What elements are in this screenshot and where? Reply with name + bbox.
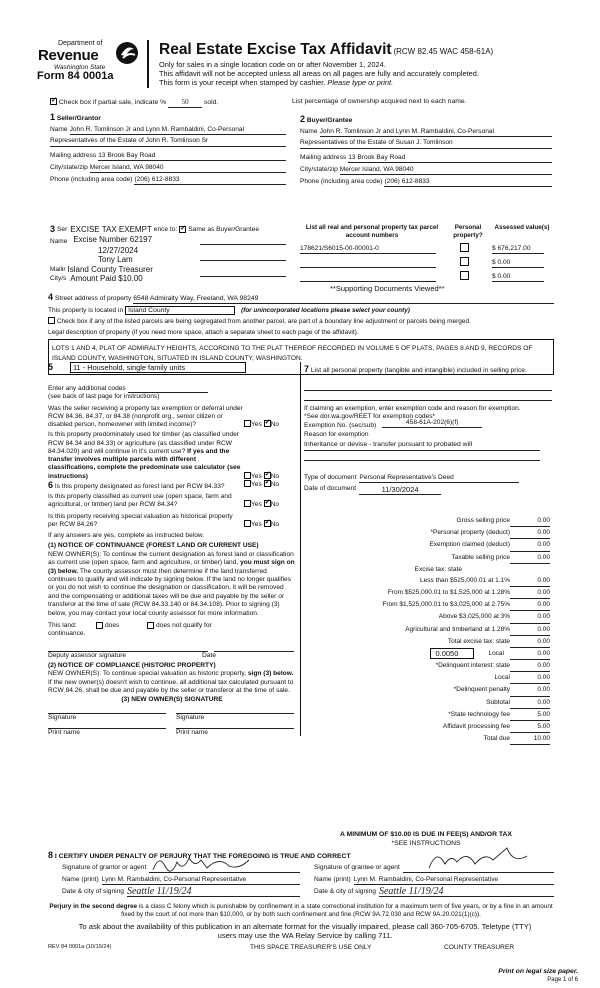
- notice-3: This form is your receipt when stamped by cashier.: [159, 78, 326, 88]
- tax-row-local: [304, 648, 550, 660]
- reason-line-2[interactable]: [304, 453, 540, 461]
- tax-row: [304, 636, 550, 648]
- dept-state: Washington State: [54, 64, 106, 71]
- section-3-line-3: [200, 276, 286, 277]
- tax-value[interactable]: 0.00: [510, 672, 550, 684]
- yes-label: Yes: [251, 421, 262, 429]
- seller-mailing[interactable]: 13 Brook Bay Road: [98, 152, 286, 161]
- section-6-num: 6: [48, 480, 54, 490]
- local-label: Local: [488, 650, 504, 658]
- parcels-table: [300, 224, 552, 294]
- tax-row: [304, 709, 550, 721]
- tax-value[interactable]: 0.00: [510, 552, 550, 564]
- tax-label: *Delinquent penalty: [453, 686, 510, 694]
- date-city-label: Date & city of signing: [62, 887, 124, 895]
- signature-label: Signature: [176, 713, 205, 721]
- grantee-sig-label: Signature of grantee or agent: [314, 864, 400, 872]
- tax-label: Total due: [483, 735, 510, 743]
- does-not-label: does not qualify for: [156, 622, 212, 630]
- tax-calculation: [304, 515, 550, 745]
- tax-label: Exemption claimed (deduct): [429, 541, 510, 549]
- additional-codes-input[interactable]: [128, 385, 208, 393]
- buyer-heading: Buyer/Grantee: [306, 117, 353, 124]
- partial-sale-label: Check box if partial sale, indicate %: [58, 99, 167, 106]
- signature-label: Signature: [48, 713, 77, 721]
- tax-label: Taxable selling price: [451, 553, 510, 561]
- parcel-value[interactable]: $ 676,217.00: [492, 245, 544, 254]
- tax-row: [304, 575, 550, 587]
- no-label: No: [270, 421, 280, 429]
- exempt-stamp-title: EXCISE TAX EXEMPT: [70, 224, 152, 234]
- tax-row: [304, 660, 550, 672]
- legal-description[interactable]: LOTS 1 AND 4, PLAT OF ADMIRALTY HEIGHTS, ACCORDING TO THE PLAT THEREOF RECORDED IN VOLUME 5 OF PLATS, PAGES 8 AND 9, RECORDS OF ISLAND COUNTY, WASHINGTON, SITUATED IN ISLAND COUNTY, WASHINGTON.: [48, 339, 554, 375]
- header-divider: [147, 40, 149, 88]
- tax-row: [304, 587, 550, 599]
- personal-property-label: List all personal property (tangible and intangible) included in selling price.: [310, 367, 527, 374]
- q2-no-checkbox[interactable]: [264, 472, 271, 479]
- grantor-date-city[interactable]: Seattle 11/19/24: [127, 888, 300, 897]
- grantor-sig-label: Signature of grantor or agent: [62, 864, 147, 872]
- tax-value[interactable]: 5.00: [510, 721, 550, 733]
- no-label: No: [270, 472, 280, 480]
- form-title: Real Estate Excise Tax Affidavit: [159, 41, 392, 58]
- see-instructions: *SEE INSTRUCTIONS: [391, 840, 461, 847]
- tax-value[interactable]: 0.00: [510, 539, 550, 551]
- use-code-select[interactable]: 11 - Household, single family units: [70, 362, 246, 373]
- tax-value[interactable]: 0.00: [510, 599, 550, 611]
- buyer-city[interactable]: Mercer Island, WA 98040: [340, 166, 552, 175]
- legal-paper-note: Print on legal size paper.: [498, 968, 578, 975]
- section-6: [48, 480, 296, 737]
- yes-label: Yes: [251, 501, 262, 509]
- doc-date-label: Date of document: [304, 484, 357, 492]
- q-forest: Is this property designated as forest land per RCW 84.33?: [54, 483, 225, 490]
- grantor-signature-scribble: [149, 852, 259, 874]
- q-current-use: Is this property classified as current use (open space, farm and agricultural, or timber) land per RCW 84.34?: [48, 493, 232, 509]
- supporting-docs-stamp: **Supporting Documents Viewed**: [330, 284, 445, 294]
- seller-city-label: City/state/zip: [50, 163, 88, 171]
- exemption-no[interactable]: 458-61A-202(6)(f): [382, 419, 482, 428]
- page-number: Page 1 of 6: [547, 977, 578, 983]
- same-as-buyer-label: Same as Buyer/Grantee: [188, 225, 260, 233]
- tax-row: [304, 672, 550, 684]
- notice-compliance-b: If the new owner(s) doesn't wish to continue, all additional tax calculated pursuant to RCW 84.26, shall be due and payable by the seller or transferor at the time of sale.: [48, 678, 294, 694]
- yes-label: Yes: [251, 481, 262, 488]
- stamp-amount-paid: Amount Paid $10.00: [70, 273, 143, 283]
- same-as-buyer-checkbox[interactable]: [179, 226, 186, 233]
- tax-row: [304, 527, 550, 539]
- notice-continuance-b: The county assessor must then determine if the land transferred continues to qualify and will indicate by signing below. If the land no longer qualifies or you do not wish to continue the designation or classification, it will be removed and the compensating or additional taxes will be due and payable by the seller or transferor at the time of sale (RCW 84.33.140 or 84.34.108). Prior to signing (3) below, you may contact your local county assessor for more information.: [48, 567, 292, 617]
- tax-label: Gross selling price: [456, 517, 510, 524]
- tax-row: [304, 721, 550, 733]
- rev-number: REV 84 0001a (10/15/24): [48, 944, 112, 950]
- tax-label: Agricultural and timberland at 1.28%: [405, 625, 510, 633]
- date-city-label: Date & city of signing: [314, 887, 376, 895]
- perjury-bold: Perjury in the second degree: [49, 903, 138, 910]
- parcel-number[interactable]: [300, 273, 436, 282]
- grantee-name-print[interactable]: Lynn M. Rambaldini, Co-Personal Representative: [354, 876, 554, 885]
- tax-value[interactable]: 0.00: [510, 684, 550, 696]
- section-3-city-label: City/s: [50, 274, 67, 282]
- dor-emblem-icon: [114, 40, 140, 66]
- stamp-excise-number: Excise Number 62197: [73, 235, 153, 244]
- seller-phone-label: Phone (including area code): [50, 176, 133, 184]
- section-3-line-1: [200, 244, 286, 245]
- county-select[interactable]: Island County: [125, 306, 235, 315]
- seller-num: 1: [50, 112, 56, 122]
- located-label: This property is located in: [48, 306, 124, 314]
- buyer-name-2[interactable]: Representatives of the Estate of Susan J. Tomlinson: [300, 139, 552, 148]
- tax-label: Less than $525,000.01 at 1.1%: [420, 576, 510, 584]
- q2-yes-checkbox[interactable]: [244, 472, 251, 479]
- print-name-label: Print name: [48, 728, 80, 736]
- buyer-city-label: City/state/zip: [300, 165, 338, 173]
- tax-label: From $1,525,000.01 to $3,025,000 at 2.75%: [382, 601, 510, 609]
- tax-value[interactable]: 10.00: [510, 733, 550, 745]
- tax-value: [510, 564, 550, 575]
- tax-label: *Delinquent interest: state: [435, 662, 510, 670]
- section-3-name-label: Name: [50, 238, 68, 245]
- tax-value[interactable]: 0.00: [510, 575, 550, 587]
- tax-value[interactable]: 0.00: [510, 587, 550, 599]
- q5-no-checkbox[interactable]: [264, 520, 271, 527]
- buyer-name-label: Name: [300, 128, 318, 136]
- tax-row: [304, 564, 550, 575]
- tax-row: [304, 515, 550, 527]
- yes-label: Yes: [251, 520, 262, 528]
- exempt-stamp: [50, 235, 200, 283]
- street-address[interactable]: 6548 Admiralty Way, Freeland, WA 98249: [133, 295, 554, 304]
- exemption-text: If claiming an exemption, enter exemption code and reason for exemption. *See dor.wa.gov/REET for exemption codes*: [304, 405, 521, 421]
- codes-label: Enter any additional codes: [48, 385, 126, 393]
- section-8-num: 8: [48, 850, 54, 860]
- buyer-phone-label: Phone (including area code): [300, 178, 383, 186]
- tax-label: From $525,000.01 to $1,525,000 at 1.28%: [387, 589, 510, 597]
- seller-city[interactable]: Mercer Island, WA 98040: [90, 164, 286, 173]
- seller-name-1[interactable]: John R. Tomlinson Jr and Lynn M. Rambaldini, Co-Personal: [70, 126, 286, 135]
- form-number: Form 84 0001a: [37, 70, 114, 82]
- q3-no-checkbox[interactable]: [264, 480, 271, 487]
- tax-label: Above $3,025,000 at 3%: [438, 613, 510, 621]
- no-label: No: [270, 501, 280, 509]
- tax-label: Local: [494, 674, 510, 682]
- partial-sale-checkbox[interactable]: [50, 98, 57, 105]
- tax-value[interactable]: 0.00: [510, 527, 550, 539]
- tax-row: [304, 624, 550, 636]
- street-label: Street address of property: [55, 295, 132, 302]
- header-notices: [159, 60, 479, 87]
- deputy-date-line[interactable]: [214, 651, 294, 652]
- buyer-mailing-label: Mailing address: [300, 153, 347, 161]
- land-does-not-checkbox[interactable]: [147, 622, 154, 629]
- q-historical: Is this property receiving special valuation as historical property per RCW 84.26?: [48, 512, 233, 528]
- seller-name-label: Name: [50, 126, 68, 134]
- tax-label: Affidavit processing fee: [442, 722, 510, 730]
- yes-label: Yes: [251, 472, 262, 480]
- tax-value[interactable]: 5.00: [510, 709, 550, 721]
- notice-1: Only for sales in a single location code on or after November 1, 2024.: [159, 60, 386, 69]
- notice-compliance-bold: sign (3) below.: [247, 670, 294, 678]
- name-print-label: Name (print): [314, 875, 351, 883]
- tax-value[interactable]: 0.00: [510, 697, 550, 709]
- tax-value[interactable]: 0.00: [510, 660, 550, 672]
- personal-property-line-1[interactable]: [304, 383, 552, 391]
- section-7-num: 7: [304, 364, 310, 374]
- tax-row: [304, 697, 550, 709]
- section-5: [48, 362, 296, 481]
- continuance-label: continuance.: [48, 630, 86, 638]
- q1-no-checkbox[interactable]: [264, 420, 271, 427]
- personal-property-line-2[interactable]: [304, 393, 552, 401]
- section-3-label: Ser: [57, 225, 68, 233]
- q-timber: Is this property predominately used for timber (as classified under RCW 84.34 and 84.33) or agriculture (as classified under RCW 84.34.020) and will continue in it's current use?: [48, 431, 239, 455]
- dept-name: Revenue: [38, 47, 99, 64]
- section-3-line-2: [200, 260, 286, 261]
- land-does-checkbox[interactable]: [96, 622, 103, 629]
- tax-row: [304, 611, 550, 623]
- tax-row: [304, 552, 550, 564]
- located-note: (for unincorporated locations please select your county): [241, 307, 410, 315]
- deputy-date-label: Date: [202, 651, 216, 659]
- seller-phone[interactable]: (206) 612-8833: [134, 176, 286, 185]
- codes-note: (see back of last page for instructions): [48, 393, 160, 401]
- tax-label: Excise tax: state: [414, 565, 462, 573]
- local-value[interactable]: 0.00: [510, 648, 550, 660]
- no-label: No: [270, 520, 280, 528]
- tax-row: [304, 599, 550, 611]
- section-8: [48, 850, 554, 897]
- exemption-no-label: Exemption No. (sec/sub): [304, 421, 377, 429]
- county-treasurer: COUNTY TREASURER: [444, 944, 515, 951]
- grantee-signature[interactable]: [403, 864, 554, 872]
- notice-compliance-a: NEW OWNER(S): To continue special valuation as historic property,: [48, 670, 247, 678]
- tax-label: Subtotal: [486, 698, 510, 706]
- seller-heading: Seller/Grantor: [56, 115, 101, 122]
- certify-statement: I CERTIFY UNDER PENALTY OF PERJURY THAT THE FOREGOING IS TRUE AND CORRECT: [54, 853, 351, 860]
- print-name-label: Print name: [176, 728, 208, 736]
- partial-sale-percent[interactable]: 50: [168, 99, 202, 108]
- grantor-name-print[interactable]: Lynn M. Rambaldini, Co-Personal Representative: [102, 876, 300, 885]
- parcel-number[interactable]: [300, 259, 436, 268]
- q4-no-checkbox[interactable]: [264, 500, 271, 507]
- stamp-clerk: Tony Lam: [98, 255, 133, 265]
- grantee-date-city[interactable]: Seattle 11/19/24: [379, 888, 554, 897]
- notice-continuance-title: (1) NOTICE OF CONTINUANCE (FOREST LAND OR CURRENT USE): [48, 542, 259, 550]
- perjury-text: is a class C felony which is punishable by confinement in a state correctional institution for a maximum term of five years, or by a fine in an amount fixed by the court of not more than $10,000, or by both such confinement and fine (RCW 9A.72.030 and RCW 9A.20.021(1)(c)).: [121, 903, 553, 918]
- this-land-label: This land:: [48, 622, 77, 630]
- notice-compliance-title: (2) NOTICE OF COMPLIANCE (HISTORIC PROPERTY): [48, 661, 216, 669]
- section-5-num: 5: [48, 362, 54, 372]
- section-7: [304, 364, 552, 495]
- stamp-date: 12/27/2024: [98, 245, 139, 255]
- section-3: [50, 224, 286, 290]
- stamp-treasurer: Island County Treasurer: [67, 264, 153, 274]
- deputy-signature-label: Deputy assessor signature: [48, 651, 127, 659]
- no-label: No: [270, 481, 280, 488]
- parcel-row: [300, 271, 552, 282]
- reason[interactable]: Inheritance or devise - transfer pursuant to probated will: [304, 441, 540, 450]
- parcel-number[interactable]: 178621/S6015-00-00001-0: [300, 245, 436, 254]
- q-exemption-deferral: Was the seller receiving a property tax exemption or deferral under RCW 84.36, 84.37, or 84.38 (nonprofit org., senior citizen or disabled person, homeowner with limited income)?: [48, 404, 243, 429]
- tax-row: [304, 684, 550, 696]
- legal-label: Legal description of property (if you need more space, attach a separate sheet to each page of the affidavit).: [48, 328, 359, 336]
- new-owner-signature-title: (3) NEW OWNER(S) SIGNATURE: [121, 696, 223, 704]
- tax-row: [304, 733, 550, 745]
- alt-format-notice: To ask about the availability of this publication in an alternate format for the visually impaired, please call 360-705-6705. Teletype (TTY) users may use the WA Relay Service by calling 711.: [78, 922, 532, 941]
- grantee-signature-scribble: [423, 846, 533, 872]
- grantor-signature[interactable]: [149, 864, 300, 872]
- section-3-label-tail: ence to:: [153, 225, 178, 233]
- tax-label: *Personal property (deduct): [430, 529, 510, 537]
- segregated-label: Check box if any of the listed parcels are being segregated from another parcel, are part of a boundary line adjustment or parcels being merged.: [56, 318, 471, 326]
- section-3-mail-label: Mailir: [50, 265, 66, 273]
- buyer-mailing[interactable]: 13 Brook Bay Road: [348, 154, 552, 163]
- tax-value[interactable]: 0.00: [510, 624, 550, 636]
- doc-date[interactable]: 11/30/2024: [359, 485, 441, 495]
- q-timber-bold: If yes and the transfer involves multiple parcels with different classifications, complete the predominate use calculator (see instructions): [48, 447, 241, 480]
- name-print-label: Name (print): [62, 875, 99, 883]
- q3-yes-checkbox[interactable]: [244, 480, 251, 487]
- partial-sale-row: [50, 98, 218, 108]
- doc-type-label: Type of document: [304, 473, 357, 481]
- ownership-note: List percentage of ownership acquired next to each name.: [292, 98, 467, 105]
- tax-value[interactable]: 0.00: [510, 515, 550, 527]
- parcel-col-personal: Personal property?: [453, 224, 483, 239]
- if-yes-note: If any answers are yes, complete as instructed below.: [48, 532, 205, 540]
- minimum-due: A MINIMUM OF $10.00 IS DUE IN FEE(S) AND/OR TAX: [340, 831, 512, 838]
- parcel-personal-checkbox[interactable]: [460, 243, 469, 252]
- tax-value[interactable]: 0.00: [510, 636, 550, 648]
- tax-label: *State technology fee: [448, 710, 510, 718]
- seller-name-2[interactable]: Representatives of the Estate of John R. Tomlinson Sr: [50, 137, 286, 146]
- notice-continuance-bold: you must sign on (3) below.: [48, 559, 295, 575]
- form-title-ref: (RCW 82.45 WAC 458-61A): [393, 47, 494, 56]
- buyer-name-1[interactable]: John R. Tomlinson Jr and Lynn M. Rambaldini, Co-Personal: [320, 128, 552, 137]
- tax-row: [304, 539, 550, 551]
- q4-yes-checkbox[interactable]: [244, 500, 251, 507]
- form-title-block: [159, 40, 493, 59]
- parcel-row: [300, 243, 552, 254]
- dept-line1: Department of: [58, 40, 103, 47]
- section-3-num: 3: [50, 224, 56, 234]
- tax-value[interactable]: 0.00: [510, 611, 550, 623]
- partial-sale-sold: sold.: [203, 99, 219, 106]
- reason-label: Reason for exemption: [304, 430, 369, 438]
- doc-type[interactable]: Personal Representative's Deed: [359, 474, 519, 483]
- does-label: does: [105, 622, 120, 630]
- column-divider: [300, 362, 301, 736]
- notice-2: This affidavit will not be accepted unless all areas on all pages are fully and accurately completed.: [159, 69, 479, 79]
- footer-bar: [48, 944, 554, 952]
- segregated-checkbox[interactable]: [48, 317, 55, 324]
- parcel-row: [300, 257, 552, 268]
- seller-mailing-label: Mailing address: [50, 151, 97, 159]
- buyer-section: [300, 114, 552, 187]
- treasurer-use: THIS SPACE TREASURER'S USE ONLY: [250, 944, 372, 951]
- notice-3-italic: Please type or print.: [327, 78, 394, 88]
- seller-section: [50, 112, 286, 185]
- parcel-col-number: List all real and personal property tax parcel account numbers: [305, 224, 439, 239]
- parcel-col-value: Assessed value(s): [494, 224, 550, 231]
- parcel-personal-checkbox[interactable]: [460, 271, 469, 280]
- q1-yes-checkbox[interactable]: [244, 420, 251, 427]
- buyer-num: 2: [300, 114, 306, 124]
- section-4-num: 4: [48, 292, 54, 302]
- local-rate[interactable]: 0.0050: [430, 648, 474, 659]
- parcel-personal-checkbox[interactable]: [460, 257, 469, 266]
- buyer-phone[interactable]: (206) 612-8833: [384, 178, 552, 187]
- notice-continuance-a: NEW OWNER(S): To continue the current designation as forest land or classification as current use (open space, farm and agriculture, or timber) land,: [48, 550, 294, 567]
- perjury-notice: [48, 903, 554, 919]
- parcel-value[interactable]: $ 0.00: [492, 273, 544, 282]
- tax-label: Total excise tax: state: [447, 637, 510, 645]
- parcel-value[interactable]: $ 0.00: [492, 259, 544, 268]
- q5-yes-checkbox[interactable]: [244, 520, 251, 527]
